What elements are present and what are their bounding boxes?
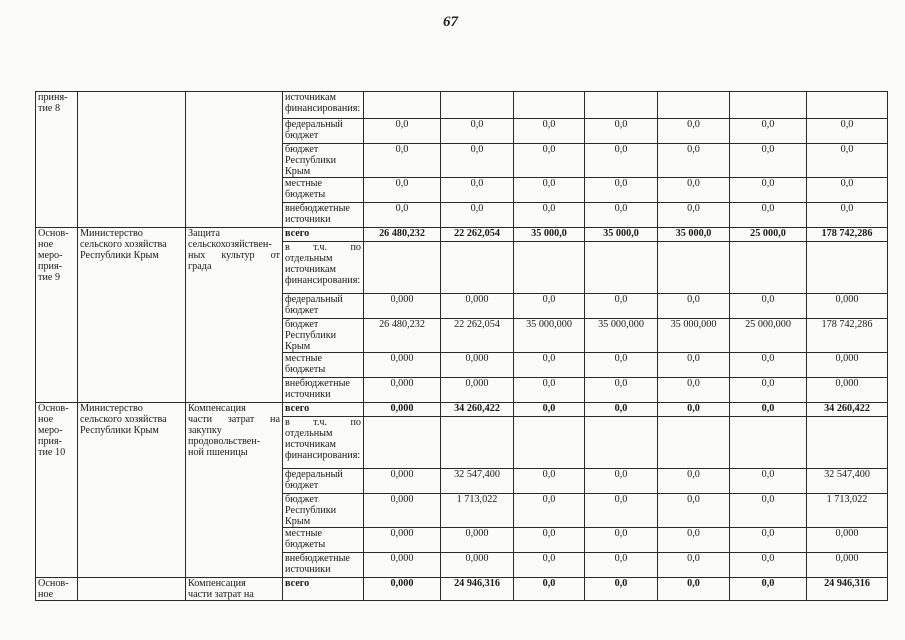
year-value-cell — [441, 417, 514, 469]
year-value-cell — [364, 92, 441, 119]
year-value-cell: 0,0 — [658, 578, 730, 601]
year-value-cell: 0,0 — [585, 403, 658, 417]
year-value-cell: 0,0 — [730, 378, 807, 403]
funding-source-cell: местные бюджеты — [283, 528, 364, 553]
year-value-cell: 0,000 — [364, 578, 441, 601]
year-value-cell: 0,0 — [585, 144, 658, 178]
funding-source-cell: в т.ч. по отдельным источникам финансирования: — [283, 242, 364, 294]
year-value-cell — [658, 417, 730, 469]
year-value-cell: 0,0 — [730, 119, 807, 144]
year-value-cell: 0,0 — [658, 353, 730, 378]
year-value-cell: 0,0 — [514, 294, 585, 319]
year-value-cell — [585, 417, 658, 469]
year-value-cell — [658, 92, 730, 119]
year-value-cell: 0,0 — [514, 578, 585, 601]
year-value-cell — [730, 92, 807, 119]
year-value-cell: 0,000 — [364, 294, 441, 319]
total-value-cell: 178 742,286 — [807, 228, 888, 242]
total-value-cell: 1 713,022 — [807, 494, 888, 528]
year-value-cell: 0,0 — [585, 119, 658, 144]
funding-source-cell: местные бюджеты — [283, 353, 364, 378]
year-value-cell: 22 262,054 — [441, 319, 514, 353]
year-value-cell: 35 000,000 — [658, 319, 730, 353]
year-value-cell: 0,0 — [658, 294, 730, 319]
total-value-cell: 0,000 — [807, 378, 888, 403]
year-value-cell — [364, 417, 441, 469]
total-value-cell: 0,000 — [807, 553, 888, 578]
year-value-cell: 0,0 — [514, 178, 585, 203]
year-value-cell: 0,0 — [658, 494, 730, 528]
year-value-cell: 0,0 — [730, 353, 807, 378]
total-value-cell — [807, 417, 888, 469]
budget-table — [35, 91, 888, 601]
measure-label: приня- тие 8 — [36, 92, 78, 228]
year-value-cell: 0,0 — [514, 494, 585, 528]
total-value-cell — [807, 92, 888, 119]
total-value-cell: 24 946,316 — [807, 578, 888, 601]
year-value-cell: 0,0 — [658, 469, 730, 494]
year-value-cell — [658, 242, 730, 294]
year-value-cell: 0,0 — [730, 144, 807, 178]
year-value-cell: 1 713,022 — [441, 494, 514, 528]
year-value-cell: 0,0 — [514, 528, 585, 553]
funding-source-cell: местные бюджеты — [283, 178, 364, 203]
year-value-cell: 35 000,0 — [658, 228, 730, 242]
total-value-cell: 34 260,422 — [807, 403, 888, 417]
total-value-cell: 32 547,400 — [807, 469, 888, 494]
year-value-cell: 0,0 — [658, 378, 730, 403]
year-value-cell: 35 000,0 — [585, 228, 658, 242]
year-value-cell — [585, 242, 658, 294]
year-value-cell: 0,0 — [730, 203, 807, 228]
year-value-cell: 25 000,0 — [730, 228, 807, 242]
year-value-cell: 0,0 — [514, 144, 585, 178]
year-value-cell: 0,0 — [585, 528, 658, 553]
funding-source-cell: внебюджетные источники — [283, 203, 364, 228]
year-value-cell: 35 000,000 — [585, 319, 658, 353]
executor-cell: Министерство сельского хозяйства Республики Крым — [78, 228, 186, 403]
year-value-cell: 0,0 — [730, 553, 807, 578]
total-value-cell: 0,000 — [807, 353, 888, 378]
table-row — [36, 228, 888, 242]
year-value-cell: 0,000 — [441, 294, 514, 319]
funding-source-cell: федеральный бюджет — [283, 294, 364, 319]
year-value-cell: 0,0 — [441, 119, 514, 144]
year-value-cell: 0,000 — [364, 378, 441, 403]
total-value-cell: 0,000 — [807, 528, 888, 553]
year-value-cell: 0,0 — [441, 203, 514, 228]
year-value-cell: 0,000 — [441, 528, 514, 553]
year-value-cell: 32 547,400 — [441, 469, 514, 494]
table-row — [36, 578, 888, 601]
year-value-cell: 26 480,232 — [364, 319, 441, 353]
year-value-cell: 0,0 — [514, 469, 585, 494]
total-value-cell — [807, 242, 888, 294]
year-value-cell — [730, 417, 807, 469]
year-value-cell: 0,0 — [658, 553, 730, 578]
total-value-cell: 0,0 — [807, 144, 888, 178]
total-value-cell: 0,0 — [807, 203, 888, 228]
measure-label: Основ- ное меро- прия- тие 9 — [36, 228, 78, 403]
funding-source-cell: бюджет Республики Крым — [283, 494, 364, 528]
page-number: 67 — [443, 14, 458, 30]
measure-name-cell: Компенсация части затрат на — [186, 578, 283, 601]
year-value-cell: 0,0 — [585, 378, 658, 403]
year-value-cell: 0,0 — [658, 403, 730, 417]
funding-source-cell: федеральный бюджет — [283, 119, 364, 144]
year-value-cell — [514, 92, 585, 119]
executor-cell: Министерство сельского хозяйства Республики Крым — [78, 403, 186, 578]
year-value-cell: 0,0 — [514, 119, 585, 144]
year-value-cell: 0,0 — [730, 528, 807, 553]
year-value-cell: 0,0 — [658, 178, 730, 203]
year-value-cell: 0,000 — [441, 378, 514, 403]
year-value-cell: 0,000 — [364, 353, 441, 378]
funding-source-cell: всего — [283, 403, 364, 417]
year-value-cell: 0,0 — [585, 578, 658, 601]
measure-name-cell: Компенсация части затрат на закупку продовольствен- ной пшеницы — [186, 403, 283, 578]
year-value-cell: 0,000 — [364, 494, 441, 528]
year-value-cell: 0,0 — [730, 294, 807, 319]
year-value-cell: 0,0 — [730, 469, 807, 494]
funding-source-cell: бюджет Республики Крым — [283, 144, 364, 178]
funding-source-cell: всего — [283, 578, 364, 601]
table-row — [36, 403, 888, 417]
year-value-cell: 0,0 — [441, 178, 514, 203]
year-value-cell — [585, 92, 658, 119]
year-value-cell: 0,0 — [585, 203, 658, 228]
measure-name-cell: Защита сельскохозяйствен- ных культур от града — [186, 228, 283, 403]
measure-label: Основ- ное меро- прия- тие 10 — [36, 403, 78, 578]
year-value-cell: 0,0 — [585, 553, 658, 578]
funding-source-cell: федеральный бюджет — [283, 469, 364, 494]
year-value-cell: 35 000,0 — [514, 228, 585, 242]
year-value-cell: 0,0 — [658, 144, 730, 178]
year-value-cell: 0,0 — [585, 353, 658, 378]
year-value-cell: 0,0 — [514, 378, 585, 403]
year-value-cell — [364, 242, 441, 294]
year-value-cell: 0,0 — [658, 203, 730, 228]
table-row — [36, 92, 888, 119]
year-value-cell: 0,0 — [658, 119, 730, 144]
year-value-cell: 22 262,054 — [441, 228, 514, 242]
year-value-cell: 0,0 — [514, 553, 585, 578]
year-value-cell: 0,0 — [364, 119, 441, 144]
table-body — [36, 92, 888, 601]
year-value-cell: 0,000 — [441, 553, 514, 578]
total-value-cell: 178 742,286 — [807, 319, 888, 353]
executor-cell — [78, 578, 186, 601]
total-value-cell: 0,0 — [807, 178, 888, 203]
year-value-cell: 0,0 — [441, 144, 514, 178]
year-value-cell: 0,0 — [730, 494, 807, 528]
year-value-cell: 0,000 — [364, 403, 441, 417]
measure-label: Основ- ное — [36, 578, 78, 601]
funding-source-cell: внебюджетные источники — [283, 378, 364, 403]
year-value-cell: 34 260,422 — [441, 403, 514, 417]
year-value-cell: 0,0 — [364, 178, 441, 203]
year-value-cell: 0,0 — [514, 353, 585, 378]
year-value-cell: 0,000 — [364, 553, 441, 578]
total-value-cell: 0,000 — [807, 294, 888, 319]
year-value-cell: 0,0 — [730, 578, 807, 601]
year-value-cell: 0,0 — [585, 469, 658, 494]
year-value-cell: 0,0 — [658, 528, 730, 553]
year-value-cell — [514, 417, 585, 469]
year-value-cell: 0,0 — [364, 144, 441, 178]
executor-cell — [78, 92, 186, 228]
funding-source-cell: бюджет Республики Крым — [283, 319, 364, 353]
year-value-cell: 0,0 — [585, 494, 658, 528]
funding-source-cell: в т.ч. по отдельным источникам финансирования: — [283, 417, 364, 469]
total-value-cell: 0,0 — [807, 119, 888, 144]
year-value-cell: 25 000,000 — [730, 319, 807, 353]
funding-source-cell: внебюджетные источники — [283, 553, 364, 578]
year-value-cell: 0,000 — [364, 469, 441, 494]
year-value-cell: 0,000 — [441, 353, 514, 378]
year-value-cell: 0,0 — [514, 403, 585, 417]
year-value-cell: 0,0 — [585, 178, 658, 203]
year-value-cell: 26 480,232 — [364, 228, 441, 242]
year-value-cell: 0,0 — [585, 294, 658, 319]
year-value-cell: 0,000 — [364, 528, 441, 553]
funding-source-cell: всего — [283, 228, 364, 242]
year-value-cell: 35 000,000 — [514, 319, 585, 353]
year-value-cell — [730, 242, 807, 294]
year-value-cell — [514, 242, 585, 294]
year-value-cell: 0,0 — [364, 203, 441, 228]
year-value-cell: 0,0 — [514, 203, 585, 228]
year-value-cell: 24 946,316 — [441, 578, 514, 601]
year-value-cell: 0,0 — [730, 403, 807, 417]
funding-source-cell: источникам финансирования: — [283, 92, 364, 119]
year-value-cell — [441, 92, 514, 119]
measure-name-cell — [186, 92, 283, 228]
year-value-cell: 0,0 — [730, 178, 807, 203]
year-value-cell — [441, 242, 514, 294]
